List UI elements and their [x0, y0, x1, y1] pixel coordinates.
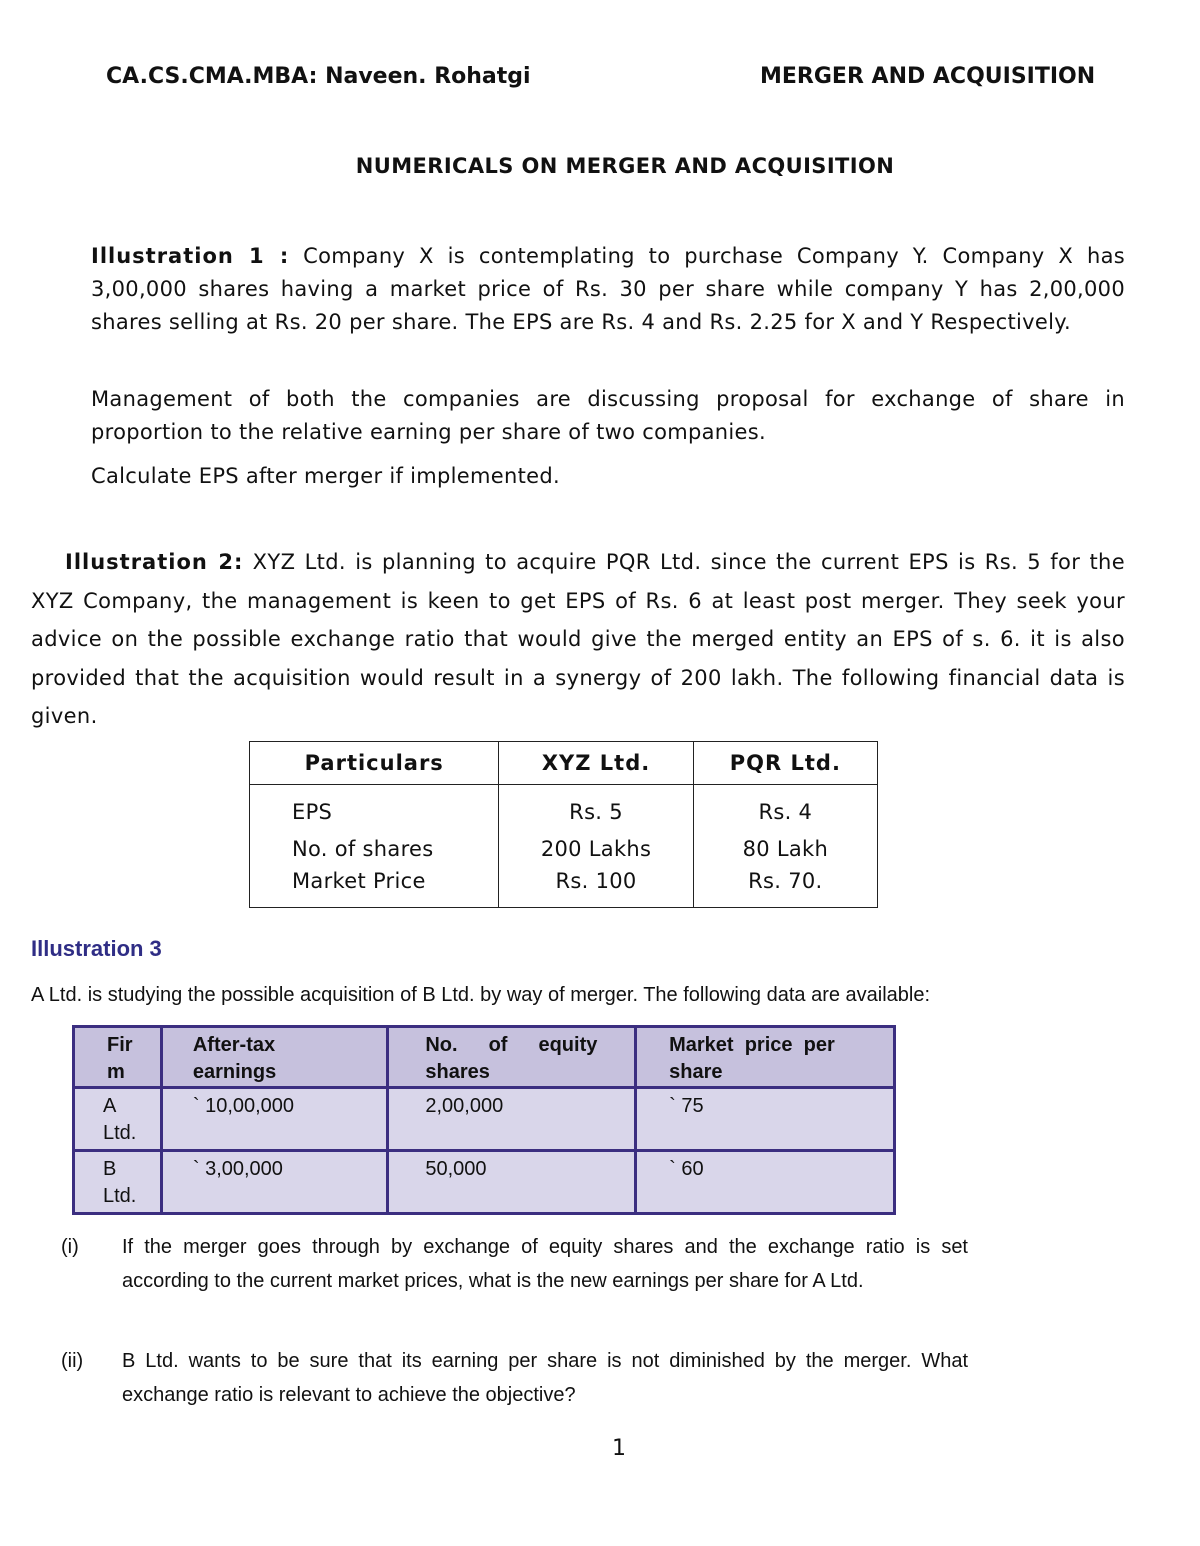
- illustration-2-text: XYZ Ltd. is planning to acquire PQR Ltd. since the current EPS is Rs. 5 for the XYZ Company, the management is keen to get EPS of Rs. 6 at least post merger. They seek your advice on the possible exchange ratio that would give the merged entity an EPS of s. 6. it is also provided that the acquisition would result in a synergy of 200 lakh. The following financial data is given.: [31, 550, 1125, 728]
- table-row: [250, 828, 878, 869]
- table-cell: Rs. 70.: [693, 869, 877, 908]
- question-number: (ii): [61, 1350, 84, 1372]
- table-row: [250, 785, 878, 829]
- question-text: B Ltd. wants to be sure that its earning per share is not diminished by the merger. What exchange ratio is relevant to achieve the objective?: [122, 1350, 968, 1406]
- table-header: Market price per share: [636, 1027, 895, 1088]
- page-number: 1: [612, 1436, 626, 1461]
- illustration-3-intro: A Ltd. is studying the possible acquisition of B Ltd. by way of merger. The following data are available:: [31, 984, 931, 1006]
- illustration-1-text: Company X is contemplating to purchase Company Y. Company X has 3,00,000 shares having a market price of Rs. 30 per share while company Y has 2,00,000 shares selling at Rs. 20 per share. The EPS are Rs. 4 and Rs. 2.25 for X and Y Respectively.: [91, 244, 1125, 334]
- illustration-3-heading: Illustration 3: [31, 936, 162, 961]
- table-cell: EPS: [250, 785, 499, 829]
- table-header: Fir m: [74, 1027, 162, 1088]
- table-cell: ` 75: [636, 1088, 895, 1151]
- table-header: XYZ Ltd.: [499, 742, 693, 785]
- table-row: [74, 1151, 895, 1214]
- table-cell: ` 10,00,000: [161, 1088, 388, 1151]
- table-header: PQR Ltd.: [693, 742, 877, 785]
- header-topic: MERGER AND ACQUISITION: [760, 64, 1096, 89]
- illustration-1-question: Calculate EPS after merger if implemented.: [91, 464, 560, 488]
- question-text: If the merger goes through by exchange of equity shares and the exchange ratio is set according to the current market prices, what is the new earnings per share for A Ltd.: [122, 1236, 968, 1292]
- table-cell: ` 3,00,000: [161, 1151, 388, 1214]
- question-number: (i): [61, 1236, 79, 1258]
- table-cell: 2,00,000: [388, 1088, 636, 1151]
- table-cell: No. of shares: [250, 828, 499, 869]
- illustration-2-paragraph: [31, 543, 1125, 736]
- table-cell: B Ltd.: [74, 1151, 162, 1214]
- table-cell: A Ltd.: [74, 1088, 162, 1151]
- question-ii: [61, 1344, 971, 1414]
- table-row: [74, 1088, 895, 1151]
- table-header-row: [74, 1027, 895, 1088]
- table-header: Particulars: [250, 742, 499, 785]
- header-author: CA.CS.CMA.MBA: Naveen. Rohatgi: [106, 64, 531, 89]
- question-i: [61, 1230, 971, 1334]
- table-cell: 200 Lakhs: [499, 828, 693, 869]
- table-cell: Market Price: [250, 869, 499, 908]
- illustration-1-label: Illustration 1 :: [91, 244, 290, 268]
- table-header-row: [250, 742, 878, 785]
- table-row: [250, 869, 878, 908]
- illustration-2-label: Illustration 2:: [65, 550, 244, 574]
- financial-data-table: [249, 741, 878, 908]
- table-cell: 80 Lakh: [693, 828, 877, 869]
- table-cell: Rs. 4: [693, 785, 877, 829]
- table-cell: 50,000: [388, 1151, 636, 1214]
- illustration-1-paragraph: [91, 240, 1125, 339]
- table-header: No. of equity shares: [388, 1027, 636, 1088]
- table-header: After-tax earnings: [161, 1027, 388, 1088]
- merger-data-table: [72, 1025, 896, 1215]
- table-cell: Rs. 5: [499, 785, 693, 829]
- page-title: NUMERICALS ON MERGER AND ACQUISITION: [355, 154, 895, 178]
- table-cell: Rs. 100: [499, 869, 693, 908]
- table-cell: ` 60: [636, 1151, 895, 1214]
- illustration-1-proposal: Management of both the companies are discussing proposal for exchange of share in proportion to the relative earning per share of two companies.: [91, 387, 1125, 444]
